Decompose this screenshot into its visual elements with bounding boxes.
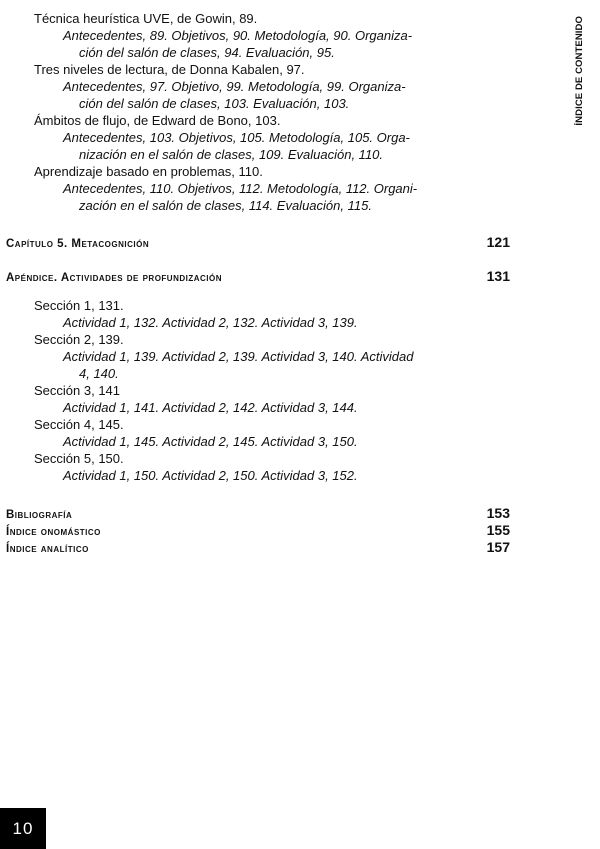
toc-entry-title: Ámbitos de flujo, de Edward de Bono, 103. [34,113,281,128]
toc-chapter-5 [6,234,510,250]
end-matter-title: Índice analítico [6,543,89,555]
end-matter-title: Bibliografía [6,509,73,521]
toc-indice-onomastico [6,522,510,538]
toc-subitem-line: Antecedentes, 97. Objetivo, 99. Metodología, 99. Organiza- [63,79,406,94]
toc-subitem-line: nización en el salón de clases, 109. Evaluación, 110. [79,147,384,162]
section-activities [34,467,484,484]
activity-line: Actividad 1, 145. Actividad 2, 145. Actividad 3, 150. [63,434,358,449]
section-title: Sección 5, 150. [34,451,124,466]
toc-section [34,297,484,331]
toc-entry-subitems [34,129,484,163]
toc-sections [34,297,484,484]
chapter-title: Capítulo 5. Metacognición [6,238,150,250]
toc-entry-title: Aprendizaje basado en problemas, 110. [34,164,263,179]
activity-line: Actividad 1, 132. Actividad 2, 132. Actividad 3, 139. [63,315,358,330]
section-activities [34,314,484,331]
toc-entry [34,112,484,163]
toc-entry [34,163,484,214]
section-activities [34,433,484,450]
activity-line: Actividad 1, 139. Actividad 2, 139. Actividad 3, 140. Actividad [63,349,414,364]
toc-subitem-line: ción del salón de clases, 103. Evaluación, 103. [79,96,350,111]
end-matter-page: 157 [486,539,510,555]
end-matter-page: 153 [486,505,510,521]
section-activities [34,399,484,416]
activity-line: Actividad 1, 150. Actividad 2, 150. Actividad 3, 152. [63,468,358,483]
toc-subitem-line: Antecedentes, 89. Objetivos, 90. Metodología, 90. Organiza- [63,28,413,43]
toc-indice-analitico [6,539,510,555]
toc-section [34,450,484,484]
toc-entry [34,61,484,112]
toc-section [34,331,484,382]
toc-entry [34,10,484,61]
toc-appendix [6,268,510,284]
toc-subitem-line: Antecedentes, 103. Objetivos, 105. Metodología, 105. Orga- [63,130,410,145]
toc-section [34,416,484,450]
end-matter-page: 155 [486,522,510,538]
page-number: 10 [12,818,34,838]
running-head [574,16,590,126]
toc-subitem-line: Antecedentes, 110. Objetivos, 112. Metodología, 112. Organi- [63,181,418,196]
section-title: Sección 4, 145. [34,417,124,432]
toc-top-entries [34,10,484,214]
toc-entry-title: Técnica heurística UVE, de Gowin, 89. [34,11,258,26]
section-activities [34,348,484,382]
running-head-text: ÍNDICE DE CONTENIDO [574,16,585,126]
section-title: Sección 3, 141 [34,383,121,398]
section-title: Sección 2, 139. [34,332,124,347]
page-number-box [0,808,46,849]
appendix-page: 131 [486,268,510,284]
toc-subitem-line: zación en el salón de clases, 114. Evaluación, 115. [79,198,372,213]
activity-line: Actividad 1, 141. Actividad 2, 142. Actividad 3, 144. [63,400,358,415]
section-title: Sección 1, 131. [34,298,124,313]
toc-entry-subitems [34,180,484,214]
toc-bibliografia [6,505,510,521]
toc-entry-subitems [34,27,484,61]
end-matter-title: Índice onomástico [6,526,101,538]
toc-subitem-line: ción del salón de clases, 94. Evaluación, 95. [79,45,335,60]
appendix-title: Apéndice. Actividades de profundización [6,272,223,284]
toc-section [34,382,484,416]
activity-line: 4, 140. [79,366,119,381]
toc-entry-subitems [34,78,484,112]
toc-entry-title: Tres niveles de lectura, de Donna Kabalen, 97. [34,62,305,77]
chapter-page: 121 [486,234,510,250]
